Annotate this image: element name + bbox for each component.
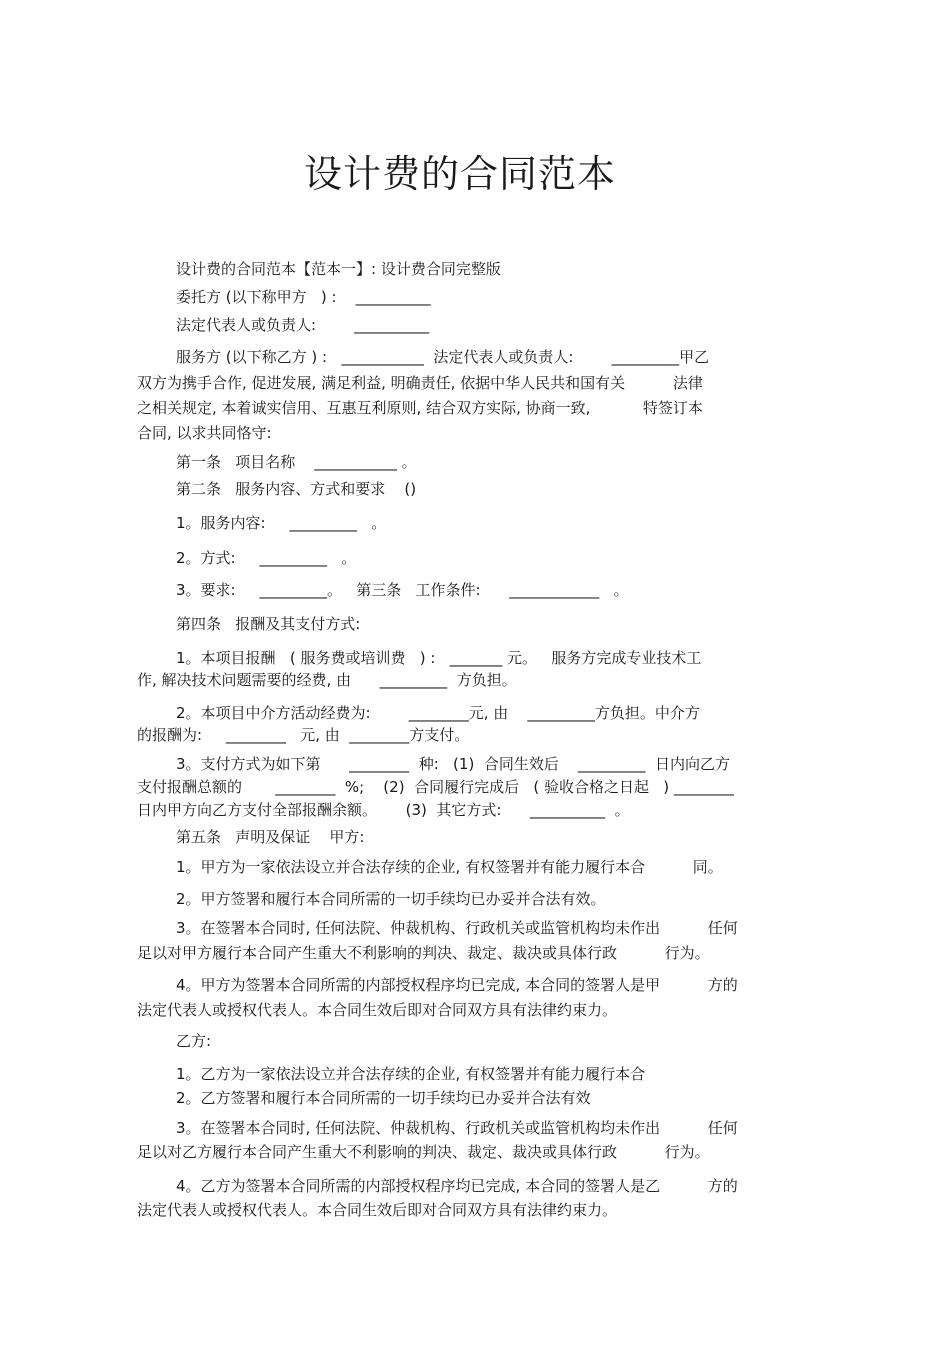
text-line: 3。在签署本合同时, 任何法院、仲裁机构、行政机关或监管机构均未作出 任何 [176,1119,738,1137]
text-line: 足以对甲方履行本合同产生重大不利影响的判决、裁定、裁决或具体行政 行为。 [137,944,710,962]
text-line: 第二条 服务内容、方式和要求 () [176,480,417,498]
text-line: 法定代表人或授权代表人。本合同生效后即对合同双方具有法律约束力。 [137,1001,618,1019]
text-line: 2。乙方签署和履行本合同所需的一切手续均已办妥并合法有效 [176,1089,591,1107]
text-line: 3。要求: _________。 第三条 工作条件: ____________ 。 [176,581,629,599]
text-line: 2。甲方签署和履行本合同所需的一切手续均已办妥并合法有效。 [176,890,606,908]
text-line: 的报酬为: ________ 元, 由 ________方支付。 [137,726,470,744]
text-line: 第一条 项目名称 ___________ 。 [176,453,417,471]
text-line: 日内甲方向乙方支付全部报酬余额。 (3) 其它方式: __________ 。 [137,801,630,819]
text-line: 4。甲方为签署本合同所需的内部授权程序均已完成, 本合同的签署人是甲 方的 [176,976,738,994]
text-line: 支付报酬总额的 ________ %; (2) 合同履行完成后 ( 验收合格之日起 ) ________ [137,778,734,796]
text-line: 1。甲方为一家依法设立并合法存续的企业, 有权签署并有能力履行本合 同。 [176,858,723,876]
document-title: 设计费的合同范本 [303,152,616,196]
text-line: 2。本项目中介方活动经费为: ________元, 由 _________方负担。中介方 [176,704,700,722]
text-line: 法定代表人或授权代表人。本合同生效后即对合同双方具有法律约束力。 [137,1201,618,1219]
text-line: 3。支付方式为如下第 ________ 种: (1) 合同生效后 _________ 日内向乙方 [176,755,730,773]
text-line: 乙方: [176,1032,212,1050]
text-line: 2。方式: _________ 。 [176,549,357,567]
text-line: 服务方 (以下称乙方 ) : ___________ 法定代表人或负责人: _________甲乙 [176,348,710,366]
text-line: 委托方 (以下称甲方 ) : __________ [176,288,431,306]
text-line: 1。本项目报酬 ( 服务费或培训费 ) : _______ 元。 服务方完成专业技术工 [176,649,702,667]
text-line: 1。服务内容: _________ 。 [176,514,387,532]
text-line: 1。乙方为一家依法设立并合法存续的企业, 有权签署并有能力履行本合 [176,1065,646,1083]
text-line: 双方为携手合作, 促进发展, 满足利益, 明确责任, 依据中华人民共和国有关 法律 [137,374,703,392]
text-line: 作, 解决技术问题需要的经费, 由 _________ 方负担。 [137,671,517,689]
text-line: 之相关规定, 本着诚实信用、互惠互利原则, 结合双方实际, 协商一致, 特签订本 [137,399,703,417]
text-line: 3。在签署本合同时, 任何法院、仲裁机构、行政机关或监管机构均未作出 任何 [176,919,738,937]
text-line: 第五条 声明及保证 甲方: [176,828,365,846]
text-line: 第四条 报酬及其支付方式: [176,615,361,633]
text-line: 法定代表人或负责人: __________ [176,316,430,334]
text-line: 设计费的合同范本【范本一】: 设计费合同完整版 [176,260,501,278]
text-line: 合同, 以求共同恪守: [137,424,272,442]
text-line: 4。乙方为签署本合同所需的内部授权程序均已完成, 本合同的签署人是乙 方的 [176,1177,738,1195]
text-line: 足以对乙方履行本合同产生重大不利影响的判决、裁定、裁决或具体行政 行为。 [137,1143,710,1161]
